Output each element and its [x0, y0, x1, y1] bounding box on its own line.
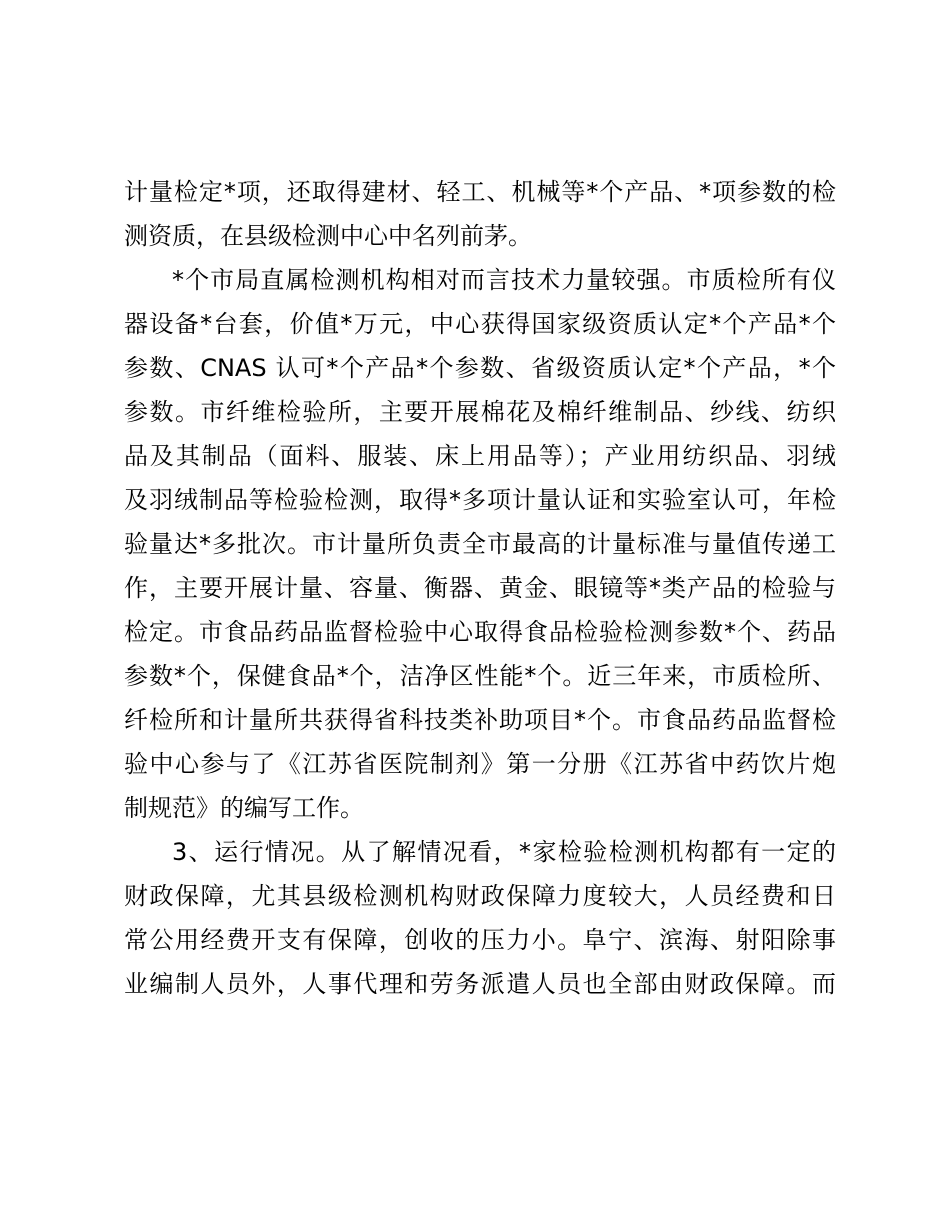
text-line: 财政保障，尤其县级检测机构财政保障力度较大，人员经费和日 — [124, 882, 836, 910]
text-line: 业编制人员外，人事代理和劳务派遣人员也全部由财政保障。而 — [124, 970, 836, 998]
text-line: 品及其制品（面料、服装、床上用品等）；产业用纺织品、羽绒 — [124, 442, 836, 470]
text-line: 参数、CNAS 认可*个产品*个参数、省级资质认定*个产品，*个 — [124, 354, 836, 382]
text-line: 器设备*台套，价值*万元，中心获得国家级资质认定*个产品*个 — [124, 310, 836, 338]
text-line: 验中心参与了《江苏省医院制剂》第一分册《江苏省中药饮片炮 — [124, 750, 836, 778]
body-text — [124, 170, 836, 1006]
text-line: 测资质，在县级检测中心中名列前茅。 — [124, 222, 532, 250]
paragraph-start-line: 3、运行情况。从了解情况看，*家检验检测机构都有一定的 — [172, 838, 836, 866]
text-line: 参数*个，保健食品*个，洁净区性能*个。近三年来，市质检所、 — [124, 662, 836, 690]
text-line: 纤检所和计量所共获得省科技类补助项目*个。市食品药品监督检 — [124, 706, 836, 734]
text-line: 参数。市纤维检验所，主要开展棉花及棉纤维制品、纱线、纺织 — [124, 398, 836, 426]
text-line: 检定。市食品药品监督检验中心取得食品检验检测参数*个、药品 — [124, 618, 836, 646]
text-line: 制规范》的编写工作。 — [124, 794, 364, 822]
text-line: 验量达*多批次。市计量所负责全市最高的计量标准与量值传递工 — [124, 530, 836, 558]
text-line: 及羽绒制品等检验检测，取得*多项计量认证和实验室认可，年检 — [124, 486, 836, 514]
text-line: 计量检定*项，还取得建材、轻工、机械等*个产品、*项参数的检 — [124, 178, 836, 206]
text-line: 常公用经费开支有保障，创收的压力小。阜宁、滨海、射阳除事 — [124, 926, 836, 954]
text-line: 作，主要开展计量、容量、衡器、黄金、眼镜等*类产品的检验与 — [124, 574, 836, 602]
paragraph-start-line: *个市局直属检测机构相对而言技术力量较强。市质检所有仪 — [172, 266, 836, 294]
